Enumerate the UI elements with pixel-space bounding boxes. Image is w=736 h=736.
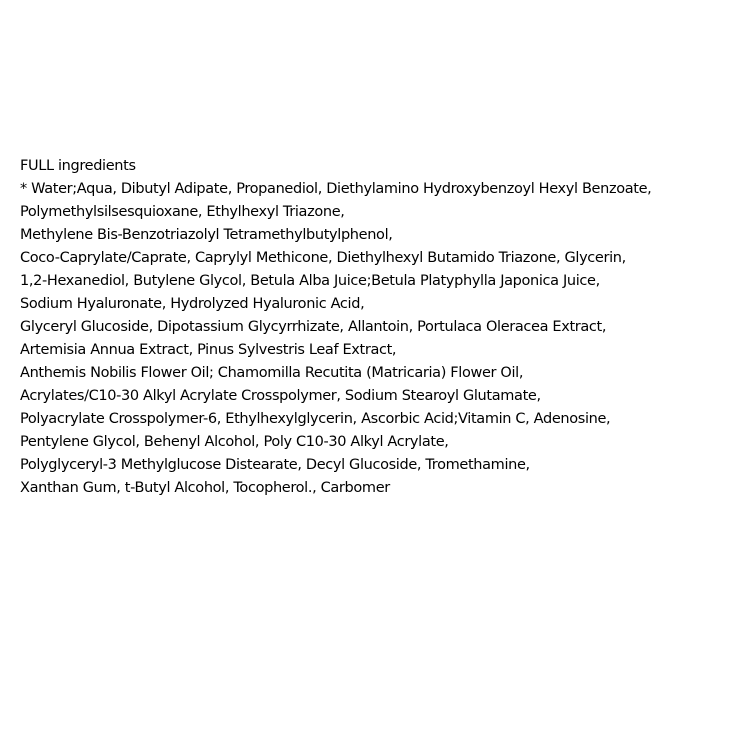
- ingredients-heading: FULL ingredients: [20, 158, 136, 174]
- ingredients-line: Sodium Hyaluronate, Hydrolyzed Hyaluronic Acid,: [20, 296, 365, 312]
- ingredients-line: Pentylene Glycol, Behenyl Alcohol, Poly C10-30 Alkyl Acrylate,: [20, 434, 449, 450]
- ingredients-line: Polymethylsilsesquioxane, Ethylhexyl Triazone,: [20, 204, 345, 220]
- ingredients-line: Polyacrylate Crosspolymer-6, Ethylhexylglycerin, Ascorbic Acid;Vitamin C, Adenosine,: [20, 411, 611, 427]
- ingredients-line: Glyceryl Glucoside, Dipotassium Glycyrrhizate, Allantoin, Portulaca Oleracea Extract,: [20, 319, 607, 335]
- ingredients-line: Acrylates/C10-30 Alkyl Acrylate Crosspolymer, Sodium Stearoyl Glutamate,: [20, 388, 541, 404]
- ingredients-line: Methylene Bis-Benzotriazolyl Tetramethylbutylphenol,: [20, 227, 393, 243]
- ingredients-line: * Water;Aqua, Dibutyl Adipate, Propanediol, Diethylamino Hydroxybenzoyl Hexyl Benzoate,: [20, 181, 652, 197]
- ingredients-line: Polyglyceryl-3 Methylglucose Distearate, Decyl Glucoside, Tromethamine,: [20, 457, 530, 473]
- ingredients-line: Coco-Caprylate/Caprate, Caprylyl Methicone, Diethylhexyl Butamido Triazone, Glycerin,: [20, 250, 626, 266]
- ingredients-list: [20, 155, 726, 500]
- ingredients-line: Anthemis Nobilis Flower Oil; Chamomilla Recutita (Matricaria) Flower Oil,: [20, 365, 524, 381]
- ingredients-line: Artemisia Annua Extract, Pinus Sylvestris Leaf Extract,: [20, 342, 397, 358]
- ingredients-line: 1,2-Hexanediol, Butylene Glycol, Betula Alba Juice;Betula Platyphylla Japonica Juice,: [20, 273, 600, 289]
- ingredients-line: Xanthan Gum, t-Butyl Alcohol, Tocopherol., Carbomer: [20, 480, 390, 496]
